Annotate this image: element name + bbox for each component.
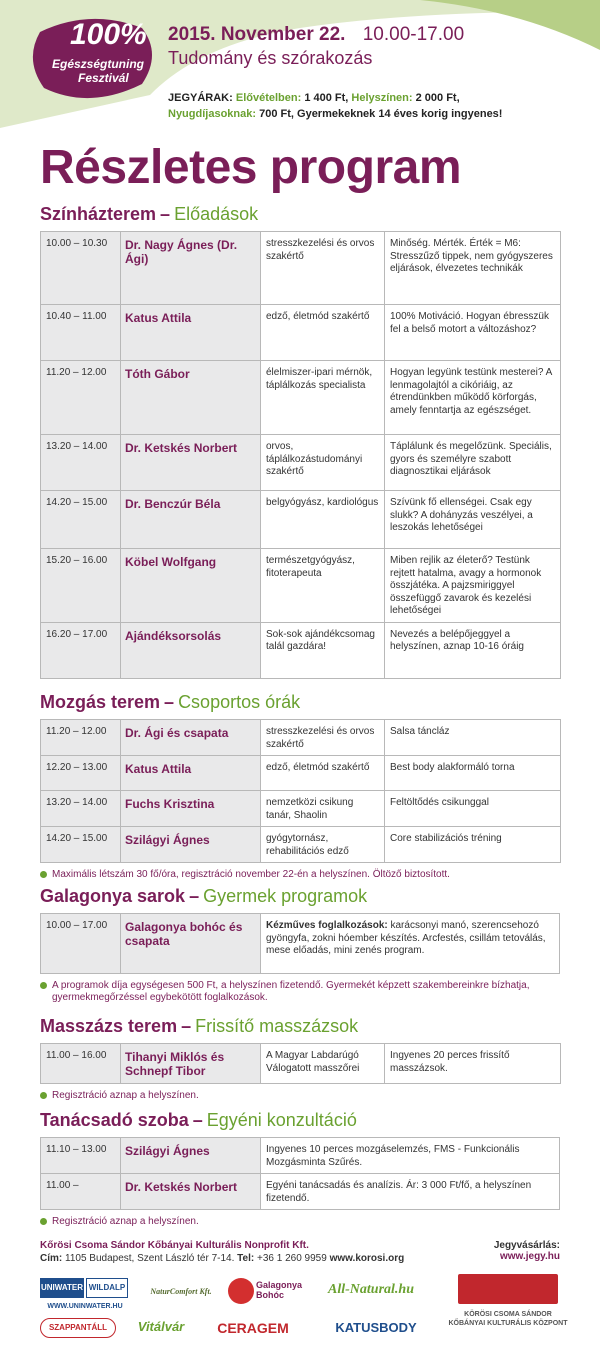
speaker-cell: Tihanyi Miklós és Schnepf Tibor — [121, 1044, 261, 1084]
speaker-cell: Szilágyi Ágnes — [121, 1138, 261, 1174]
program-label: Kézműves foglalkozások: — [266, 920, 388, 931]
speaker-cell: Szilágyi Ágnes — [121, 827, 261, 863]
event-date-day: 2015. November 22. — [168, 24, 346, 45]
onsite-price: 2 000 Ft, — [415, 92, 460, 104]
vitalvar-logo: Vitálvár — [137, 1319, 185, 1334]
section-note: Regisztráció aznap a helyszínen. — [40, 1216, 560, 1228]
time-cell: 14.20 – 15.00 — [41, 491, 121, 549]
galagonya-logo: Galagonya Bohóc — [256, 1280, 303, 1300]
role-cell: stresszkezelési és orvos szakértő — [261, 720, 385, 756]
topic-cell: 100% Motiváció. Hogyan ébresszük fel a belső motort a változáshoz? — [385, 305, 561, 361]
time-cell: 10.00 – 10.30 — [41, 232, 121, 305]
uniwater-logo: UNIWATER — [40, 1278, 84, 1298]
table-row — [41, 791, 561, 827]
address-value: 1105 Budapest, Szent László tér 7-14. — [65, 1253, 235, 1264]
section-note: Regisztráció aznap a helyszínen. — [40, 1090, 560, 1102]
room-name: Színházterem — [40, 204, 157, 224]
section-galagonya-sarok — [40, 886, 560, 1004]
table-row — [41, 491, 561, 549]
role-cell: természetgyógyász, fitoterapeuta — [261, 549, 385, 623]
speaker-cell: Dr. Ági és csapata — [121, 720, 261, 756]
table-row — [41, 1044, 561, 1084]
topic-cell: Salsa táncláz — [385, 720, 561, 756]
table-row — [41, 1174, 560, 1210]
section-title — [40, 1110, 560, 1131]
speaker-cell: Galagonya bohóc és csapata — [121, 914, 261, 974]
festival-logo — [30, 14, 156, 102]
program-cell: Ingyenes 10 perces mozgáselemzés, FMS - Funkcionális Mozgásminta Szűrés. — [261, 1138, 560, 1174]
table-row — [41, 720, 561, 756]
time-cell: 11.20 – 12.00 — [41, 361, 121, 435]
ticket-purchase-label: Jegyvásárlás: — [493, 1240, 560, 1251]
pensioner-price: 700 Ft, — [259, 108, 294, 120]
role-cell: gyógytornász, rehabilitációs edző — [261, 827, 385, 863]
table-row — [41, 1138, 560, 1174]
ceragem-logo: CERAGEM — [217, 1320, 289, 1336]
table-row — [41, 305, 561, 361]
presale-price: 1 400 Ft, — [304, 92, 349, 104]
room-name: Mozgás terem — [40, 692, 161, 712]
time-cell: 11.00 – 16.00 — [41, 1044, 121, 1084]
topic-cell: Miben rejlik az életerő? Testünk rejtett hatalma, avagy a hormonok összjátéka. A pajzsmiriggyel összefüggő zavarok és kezelési lehetőségei — [385, 549, 561, 623]
time-cell: 10.00 – 17.00 — [41, 914, 121, 974]
table-row — [41, 435, 561, 491]
speaker-cell: Dr. Ketskés Norbert — [121, 1174, 261, 1210]
section-szinhazterem — [40, 204, 560, 679]
role-cell: orvos, táplálkozástudományi szakértő — [261, 435, 385, 491]
ticket-prices — [168, 90, 588, 122]
topic-cell: Szívünk fő ellenségei. Csak egy slukk? A dohányzás veszélyei, a leszokás lehetőségei — [385, 491, 561, 549]
logo-line1: Egészségtuning — [52, 57, 145, 71]
ticket-purchase-link[interactable]: www.jegy.hu — [499, 1251, 560, 1262]
children-free: Gyermekeknek 14 éves korig ingyenes! — [297, 108, 503, 120]
role-cell: edző, életmód szakértő — [261, 756, 385, 791]
allnatural-logo: All-Natural.hu — [328, 1282, 414, 1297]
tel-value: +36 1 260 9959 — [257, 1253, 327, 1264]
wildalp-logo: WILDALP — [86, 1278, 128, 1298]
time-cell: 10.40 – 11.00 — [41, 305, 121, 361]
topic-cell: Feltöltődés csikunggal — [385, 791, 561, 827]
time-cell: 11.00 – — [41, 1174, 121, 1210]
section-masszazs-terem — [40, 1016, 560, 1102]
naturcomfort-logo: NaturComfort Kft. — [150, 1287, 212, 1296]
sponsor-logos — [40, 1270, 568, 1350]
topic-cell: Hogyan legyünk testünk mesterei? A lenmagolajtól a cikóriáig, az étrendünkben működő körforgás, amely fenntartja az egészséget. — [385, 361, 561, 435]
title-dash: – — [164, 692, 175, 712]
topic-cell: Nevezés a belépőjeggyel a helyszínen, aznap 10-16 óráig — [385, 622, 561, 678]
organizer-address — [40, 1253, 560, 1264]
speaker-cell: Katus Attila — [121, 305, 261, 361]
speaker-cell: Dr. Ketskés Norbert — [121, 435, 261, 491]
speaker-cell: Dr. Benczúr Béla — [121, 491, 261, 549]
logo-100-text: 100% — [70, 18, 147, 51]
time-cell: 15.20 – 16.00 — [41, 549, 121, 623]
topic-cell: Ingyenes 20 perces frissítő masszázsok. — [385, 1044, 561, 1084]
title-dash: – — [192, 1110, 203, 1130]
ticket-purchase — [494, 1240, 560, 1262]
footer — [40, 1240, 560, 1264]
schedule-table — [40, 231, 561, 679]
schedule-table — [40, 1043, 561, 1084]
pensioner-label: Nyugdíjasoknak: — [168, 108, 257, 120]
section-title — [40, 204, 560, 225]
role-cell: A Magyar Labdarúgó Válogatott masszőrei — [261, 1044, 385, 1084]
event-tagline: Tudomány és szórakozás — [168, 48, 373, 68]
tickets-label: JEGYÁRAK: — [168, 92, 233, 104]
header — [0, 0, 600, 128]
table-row — [41, 549, 561, 623]
room-subtitle: Frissítő masszázsok — [195, 1016, 359, 1036]
program-cell — [261, 914, 560, 974]
section-title — [40, 1016, 560, 1037]
time-cell: 14.20 – 15.00 — [41, 827, 121, 863]
table-row — [41, 622, 561, 678]
speaker-cell: Tóth Gábor — [121, 361, 261, 435]
role-cell: belgyógyász, kardiológus — [261, 491, 385, 549]
time-cell: 13.20 – 14.00 — [41, 791, 121, 827]
room-name: Galagonya sarok — [40, 886, 186, 906]
role-cell: Sok-sok ajándékcsomag talál gazdára! — [261, 622, 385, 678]
table-row — [41, 361, 561, 435]
szappan-logo: SZAPPANTÁLL — [40, 1318, 116, 1338]
topic-cell: Minőség. Mérték. Érték = M6: Stresszűző tippek, nem gyógyszeres eljárások, élvezetes technikák — [385, 232, 561, 305]
room-subtitle: Előadások — [174, 204, 259, 224]
section-title — [40, 886, 560, 907]
logo-line2: Fesztivál — [78, 71, 129, 85]
galagonya-icon — [228, 1278, 254, 1304]
room-subtitle: Gyermek programok — [203, 886, 368, 906]
tel-label: Tel: — [237, 1253, 255, 1264]
section-tanacsado-szoba — [40, 1110, 560, 1228]
speaker-cell: Ajándéksorsolás — [121, 622, 261, 678]
web-link[interactable]: www.korosi.org — [329, 1253, 405, 1264]
role-cell: nemzetközi csikung tanár, Shaolin — [261, 791, 385, 827]
table-row — [41, 232, 561, 305]
time-cell: 11.10 – 13.00 — [41, 1138, 121, 1174]
time-cell: 13.20 – 14.00 — [41, 435, 121, 491]
table-row — [41, 827, 561, 863]
kkk-logo-text: KÖRÖSI CSOMA SÁNDOR KŐBÁNYAI KULTURÁLIS KÖZPONT — [448, 1311, 568, 1327]
program-cell: Egyéni tanácsadás és analízis. Ár: 3 000 Ft/fő, a helyszínen fizetendő. — [261, 1174, 560, 1210]
room-subtitle: Csoportos órák — [178, 692, 301, 712]
role-cell: stresszkezelési és orvos szakértő — [261, 232, 385, 305]
room-subtitle: Egyéni konzultáció — [206, 1110, 357, 1130]
event-date — [168, 24, 464, 46]
title-dash: – — [189, 886, 200, 906]
topic-cell: Táplálunk és megelőzünk. Speciális, gyors és személyre szabott diagnosztikai eljárások — [385, 435, 561, 491]
section-mozgas-terem — [40, 692, 560, 881]
address-label: Cím: — [40, 1253, 63, 1264]
organizer-name: Kőrösi Csoma Sándor Kőbányai Kulturális Nonprofit Kft. — [40, 1240, 309, 1251]
page-title: Részletes program — [40, 141, 461, 194]
time-cell: 16.20 – 17.00 — [41, 622, 121, 678]
event-hours: 10.00-17.00 — [362, 24, 465, 45]
time-cell: 12.20 – 13.00 — [41, 756, 121, 791]
topic-cell: Core stabilizációs tréning — [385, 827, 561, 863]
speaker-cell: Katus Attila — [121, 756, 261, 791]
table-row — [41, 914, 560, 974]
program-text: karácsonyi manó, szerencsehozó gyöngyfa, zokni hóember készítés. Arcfestés, csillám tetoválás, mese előadás, mini zenés program. — [266, 920, 546, 956]
room-name: Tanácsadó szoba — [40, 1110, 189, 1130]
room-name: Masszázs terem — [40, 1016, 178, 1036]
table-row — [41, 756, 561, 791]
uniwater-url: WWW.UNINWATER.HU — [47, 1303, 123, 1310]
section-note: A programok díja egységesen 500 Ft, a helyszínen fizetendő. Gyermekét képzett szakembereinkre bízhatja, gyermekmegőrzéssel egybekötött foglalkozások. — [40, 980, 560, 1004]
onsite-label: Helyszínen: — [351, 92, 413, 104]
katusbody-logo: KATUSBODY — [335, 1320, 417, 1335]
kkk-emblem — [458, 1274, 558, 1304]
role-cell: élelmiszer-ipari mérnök, táplálkozás specialista — [261, 361, 385, 435]
title-dash: – — [181, 1016, 192, 1036]
presale-label: Elővételben: — [235, 92, 302, 104]
time-cell: 11.20 – 12.00 — [41, 720, 121, 756]
speaker-cell: Fuchs Krisztina — [121, 791, 261, 827]
schedule-table — [40, 719, 561, 863]
section-note: Maximális létszám 30 fő/óra, regisztráció november 22-én a helyszínen. Öltöző biztosított. — [40, 869, 560, 881]
schedule-table — [40, 913, 560, 974]
speaker-cell: Köbel Wolfgang — [121, 549, 261, 623]
title-dash: – — [160, 204, 171, 224]
speaker-cell: Dr. Nagy Ágnes (Dr. Ági) — [121, 232, 261, 305]
topic-cell: Best body alakformáló torna — [385, 756, 561, 791]
section-title — [40, 692, 560, 713]
schedule-table — [40, 1137, 560, 1210]
role-cell: edző, életmód szakértő — [261, 305, 385, 361]
